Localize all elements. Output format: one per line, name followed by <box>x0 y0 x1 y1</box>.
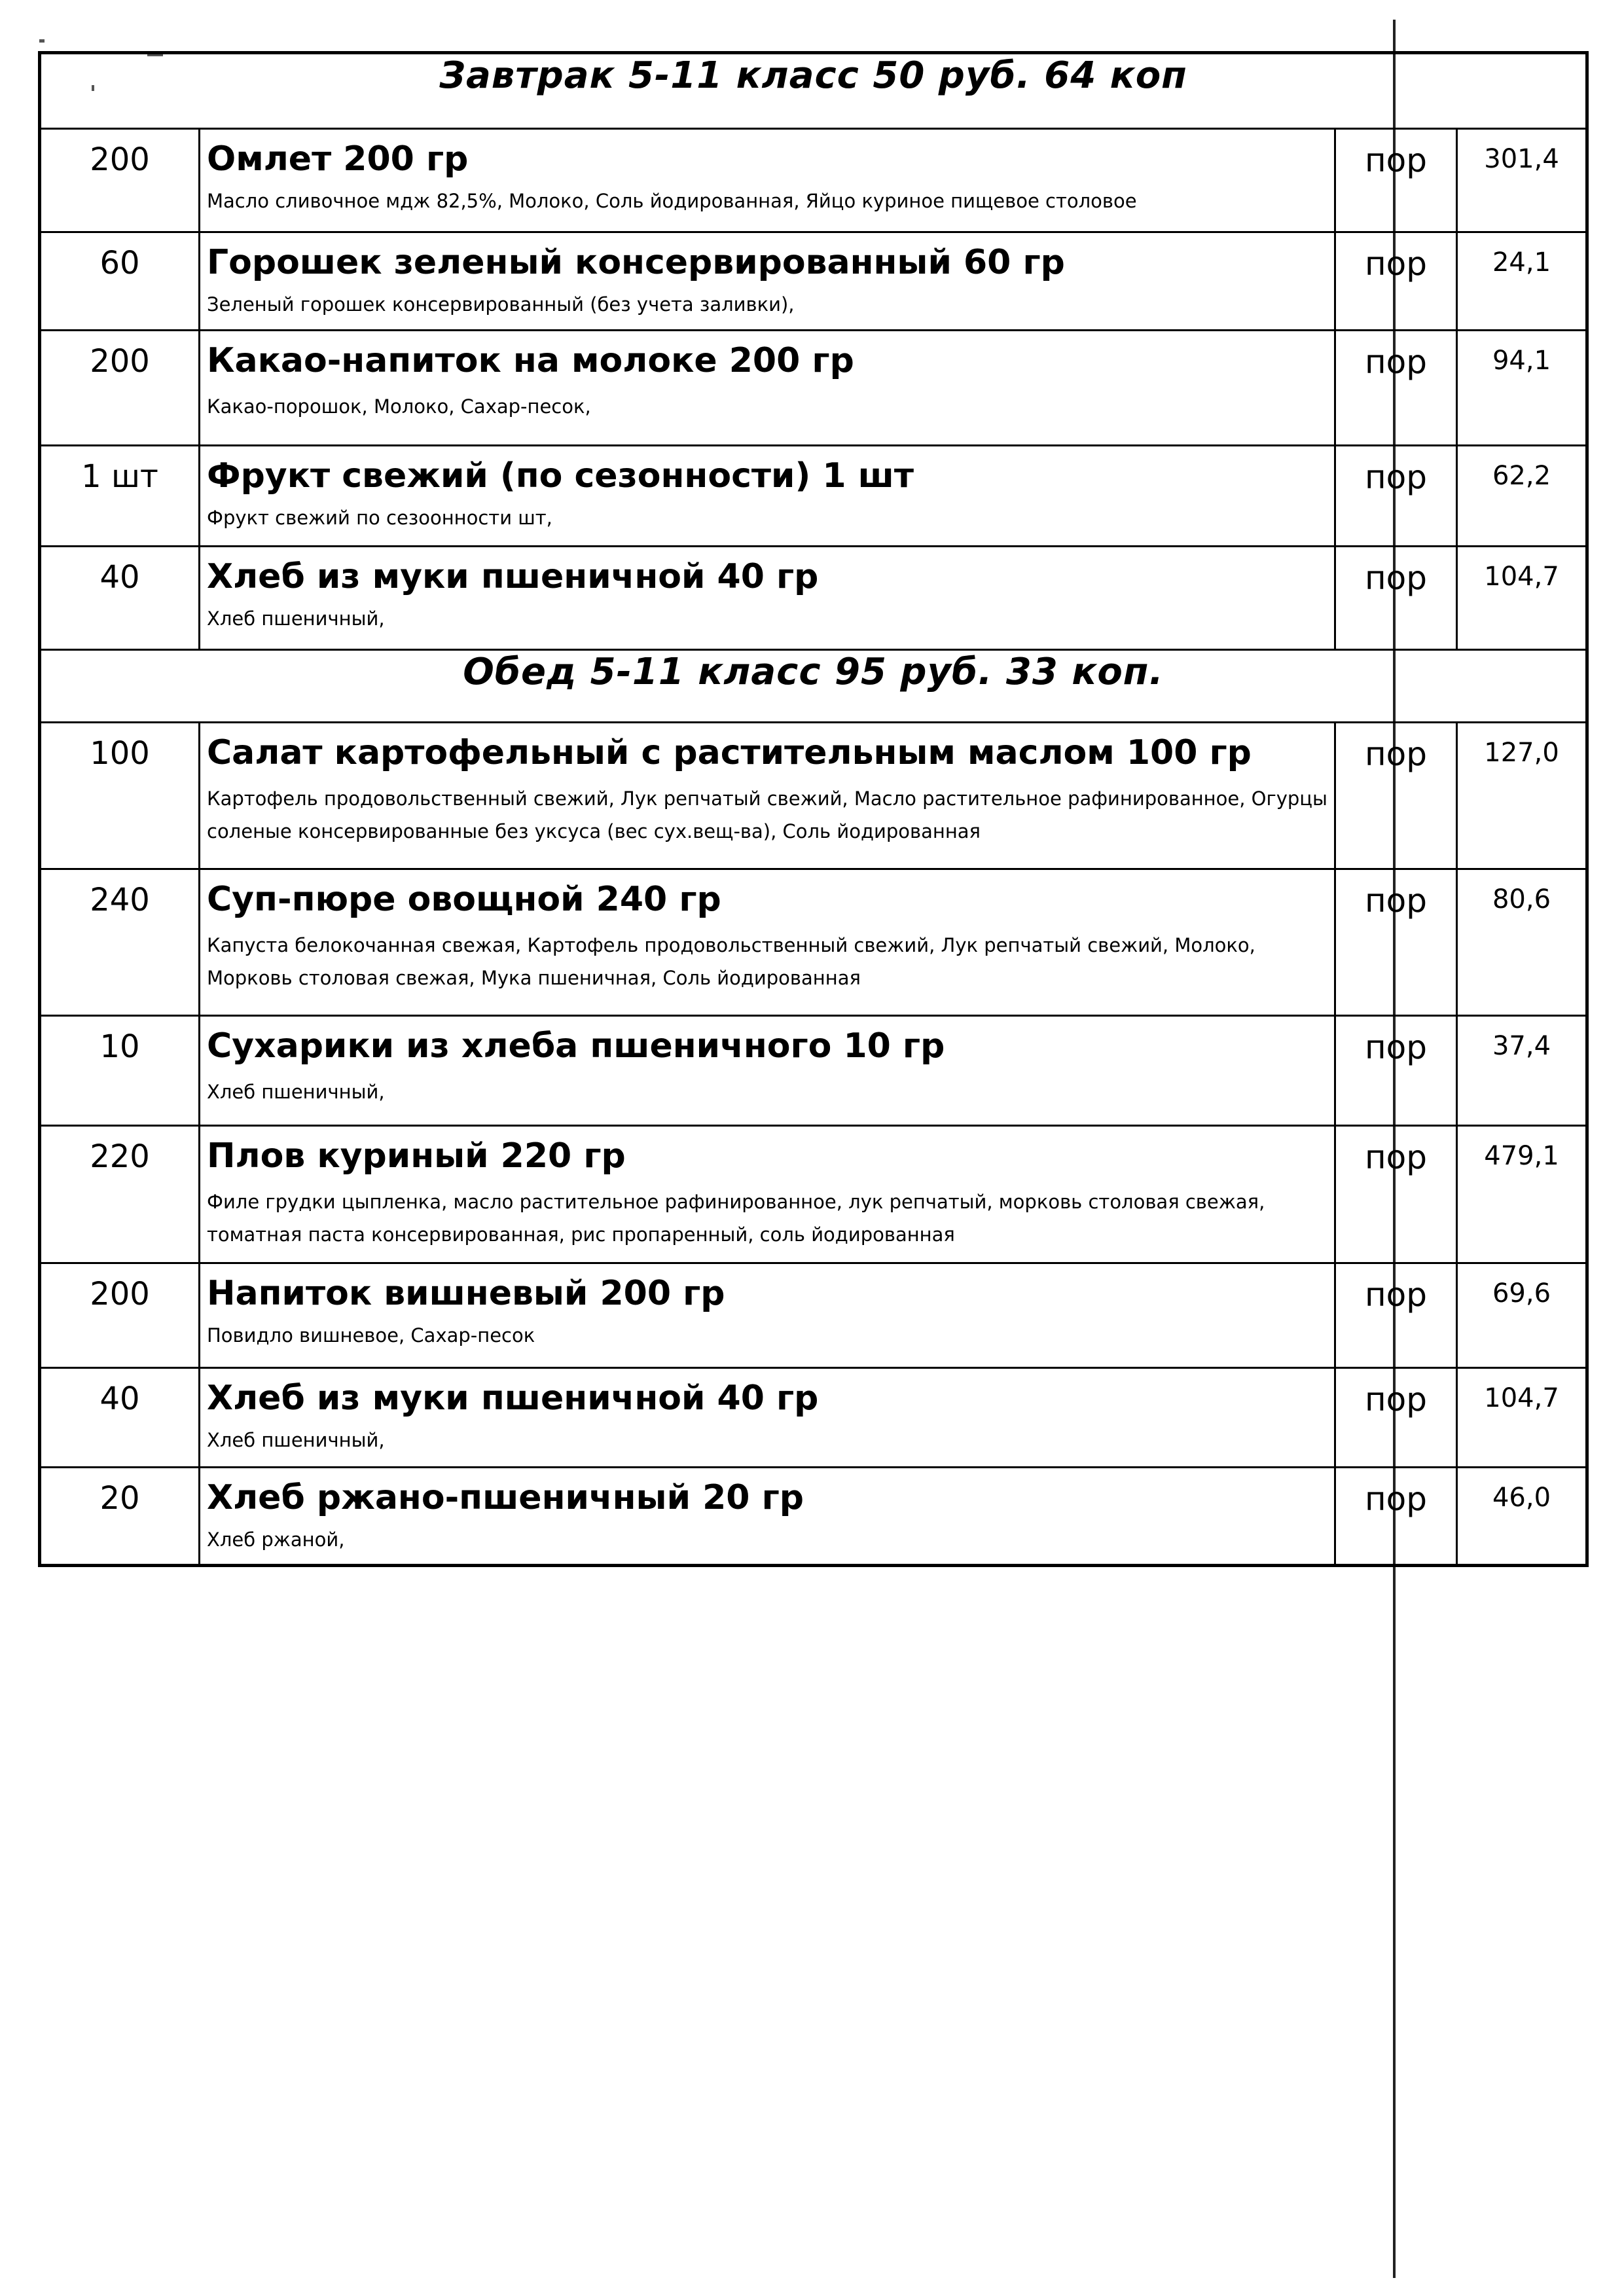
dish-ingredients: Хлеб ржаной, <box>207 1528 345 1551</box>
dish-ingredients: Зеленый горошек консервированный (без учета заливки), <box>207 293 795 316</box>
dish-ingredients: томатная паста консервированная, рис пропаренный, соль йодированная <box>207 1223 955 1246</box>
price-cell: 46,0 <box>1457 1468 1587 1566</box>
dish-name: Сухарики из хлеба пшеничного 10 гр <box>207 1026 945 1066</box>
dish-cell <box>200 331 1335 446</box>
menu-row <box>40 1468 1587 1566</box>
dish-name: Омлет 200 гр <box>207 139 469 179</box>
dish-name: Фрукт свежий (по сезонности) 1 шт <box>207 456 914 496</box>
dish-ingredients: Масло сливочное мдж 82,5%, Молоко, Соль йодированная, Яйцо куриное пищевое столовое <box>207 190 1137 212</box>
dish-ingredients: Хлеб пшеничный, <box>207 1081 385 1103</box>
dish-cell <box>200 1126 1335 1263</box>
dish-ingredients: Картофель продовольственный свежий, Лук репчатый свежий, Масло растительное рафинированное, Огурцы <box>207 787 1327 810</box>
scan-mark <box>39 39 45 43</box>
menu-table <box>38 51 1589 1567</box>
qty-cell: 100 <box>40 723 200 869</box>
dish-cell <box>200 1368 1335 1468</box>
dish-name: Какао-напиток на молоке 200 гр <box>207 341 854 380</box>
price-cell: 301,4 <box>1457 129 1587 232</box>
menu-row <box>40 446 1587 547</box>
unit-cell: пор <box>1335 1468 1457 1566</box>
unit-cell: пор <box>1335 869 1457 1016</box>
dish-name: Хлеб ржано-пшеничный 20 гр <box>207 1478 804 1517</box>
unit-cell: пор <box>1335 1016 1457 1126</box>
price-cell: 104,7 <box>1457 547 1587 650</box>
section-title: Обед 5-11 класс 95 руб. 33 коп. <box>40 650 1587 723</box>
dish-name: Хлеб из муки пшеничной 40 гр <box>207 1379 819 1418</box>
dish-cell <box>200 1263 1335 1368</box>
unit-cell: пор <box>1335 723 1457 869</box>
qty-cell: 40 <box>40 547 200 650</box>
section-header-lunch <box>40 650 1587 723</box>
price-cell: 127,0 <box>1457 723 1587 869</box>
dish-cell <box>200 232 1335 331</box>
section-header-breakfast <box>40 53 1587 129</box>
menu-row <box>40 547 1587 650</box>
unit-cell: пор <box>1335 232 1457 331</box>
qty-cell: 200 <box>40 1263 200 1368</box>
dish-cell <box>200 129 1335 232</box>
price-cell: 69,6 <box>1457 1263 1587 1368</box>
qty-cell: 200 <box>40 331 200 446</box>
dish-ingredients: Капуста белокочанная свежая, Картофель продовольственный свежий, Лук репчатый свежий, Молоко, <box>207 934 1255 956</box>
price-cell: 479,1 <box>1457 1126 1587 1263</box>
unit-cell: пор <box>1335 1368 1457 1468</box>
section-title: Завтрак 5-11 класс 50 руб. 64 коп <box>40 53 1587 129</box>
dish-ingredients: Хлеб пшеничный, <box>207 607 385 630</box>
menu-row <box>40 723 1587 869</box>
qty-cell: 220 <box>40 1126 200 1263</box>
dish-ingredients: Фрукт свежий по сезоонности шт, <box>207 507 552 529</box>
unit-cell: пор <box>1335 446 1457 547</box>
dish-cell <box>200 1016 1335 1126</box>
dish-name: Хлеб из муки пшеничной 40 гр <box>207 557 819 596</box>
qty-cell: 10 <box>40 1016 200 1126</box>
menu-row <box>40 129 1587 232</box>
menu-row <box>40 1368 1587 1468</box>
dish-cell <box>200 446 1335 547</box>
dish-cell <box>200 1468 1335 1566</box>
qty-cell: 40 <box>40 1368 200 1468</box>
menu-row <box>40 1016 1587 1126</box>
menu-row <box>40 869 1587 1016</box>
menu-row <box>40 232 1587 331</box>
dish-name: Суп-пюре овощной 240 гр <box>207 880 721 919</box>
unit-cell: пор <box>1335 1263 1457 1368</box>
dish-ingredients: Морковь столовая свежая, Мука пшеничная, Соль йодированная <box>207 967 861 989</box>
qty-cell: 240 <box>40 869 200 1016</box>
dish-name: Напиток вишневый 200 гр <box>207 1274 725 1313</box>
dish-cell <box>200 547 1335 650</box>
qty-cell: 200 <box>40 129 200 232</box>
qty-cell: 1 шт <box>40 446 200 547</box>
unit-cell: пор <box>1335 547 1457 650</box>
dish-name: Плов куриный 220 гр <box>207 1136 626 1176</box>
price-cell: 62,2 <box>1457 446 1587 547</box>
dish-ingredients: Хлеб пшеничный, <box>207 1429 385 1451</box>
dish-name: Горошек зеленый консервированный 60 гр <box>207 243 1065 282</box>
price-cell: 37,4 <box>1457 1016 1587 1126</box>
qty-cell: 20 <box>40 1468 200 1566</box>
dish-ingredients: соленые консервированные без уксуса (вес сух.вещ-ва), Соль йодированная <box>207 820 981 842</box>
menu-row <box>40 1126 1587 1263</box>
unit-cell: пор <box>1335 1126 1457 1263</box>
price-cell: 24,1 <box>1457 232 1587 331</box>
dish-ingredients: Какао-порошок, Молоко, Сахар-песок, <box>207 395 591 418</box>
dish-ingredients: Филе грудки цыпленка, масло растительное рафинированное, лук репчатый, морковь столовая свежая, <box>207 1191 1265 1213</box>
dish-ingredients: Повидло вишневое, Сахар-песок <box>207 1324 535 1346</box>
price-cell: 104,7 <box>1457 1368 1587 1468</box>
dish-cell <box>200 869 1335 1016</box>
menu-row <box>40 1263 1587 1368</box>
dish-name: Салат картофельный с растительным маслом 100 гр <box>207 733 1252 772</box>
price-cell: 80,6 <box>1457 869 1587 1016</box>
price-cell: 94,1 <box>1457 331 1587 446</box>
menu-row <box>40 331 1587 446</box>
dish-cell <box>200 723 1335 869</box>
unit-cell: пор <box>1335 331 1457 446</box>
unit-cell: пор <box>1335 129 1457 232</box>
qty-cell: 60 <box>40 232 200 331</box>
